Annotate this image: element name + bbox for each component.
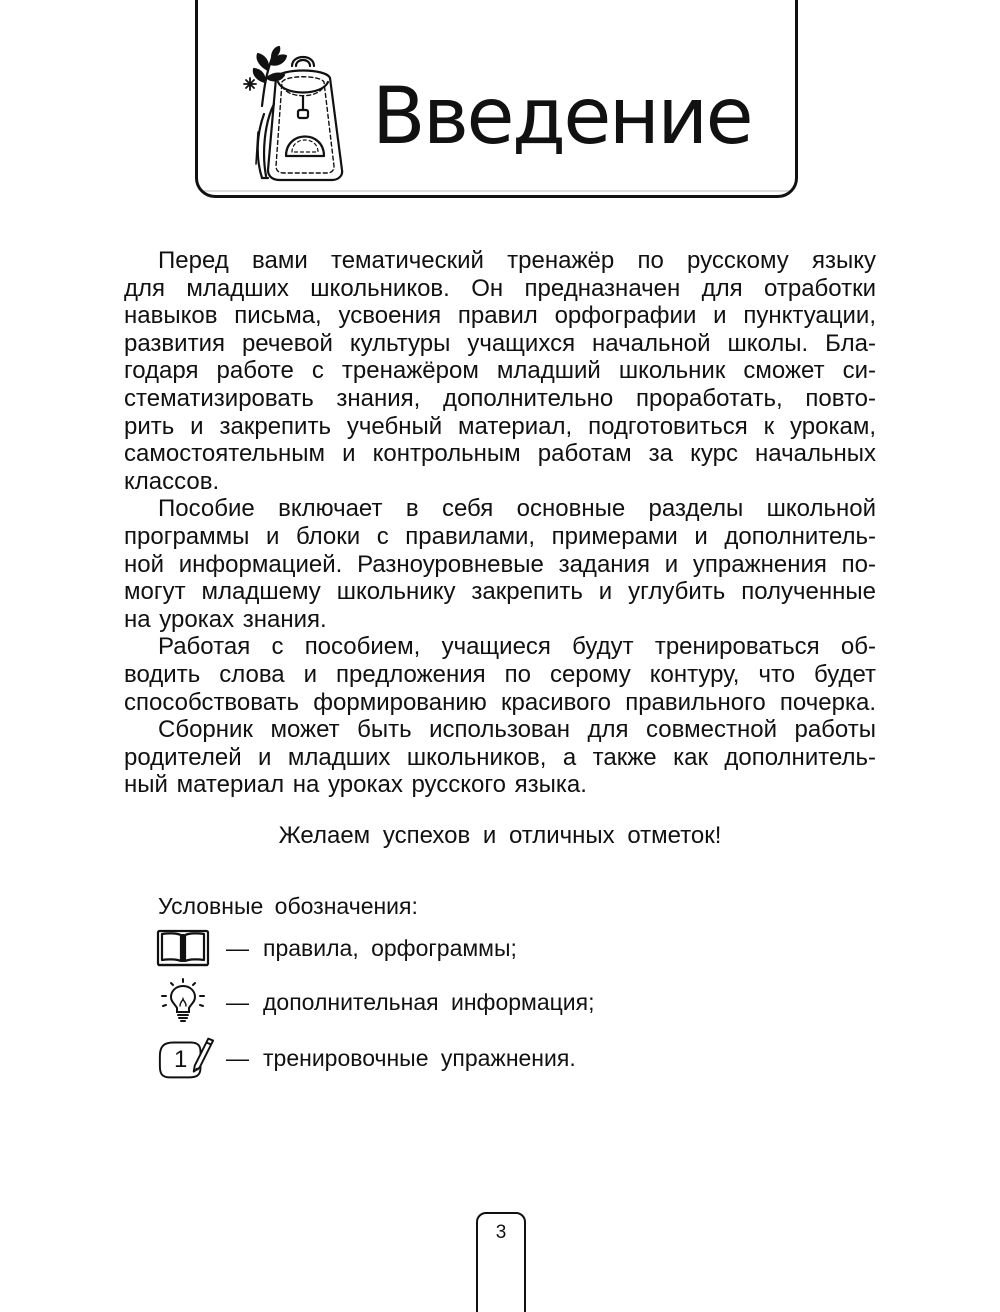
text-line: программы и блоки с правилами, примерами и дополнитель-	[124, 522, 876, 550]
text-line: для младших школьников. Он предназначен для отработки	[124, 274, 876, 302]
text-line: Перед вами тематический тренажёр по русскому языку	[158, 247, 876, 274]
text-line: родителей и младших школьников, а также как дополнитель-	[124, 743, 876, 771]
backpack-icon	[234, 44, 354, 184]
text-line: водить слова и предложения по серому контуру, что будет	[124, 660, 876, 688]
legend-label: дополнительная информация;	[263, 988, 595, 1015]
legend-dash: —	[226, 988, 249, 1015]
text-line: Сборник может быть использован для совместной работы	[158, 716, 876, 744]
text-line: могут младшему школьнику закрепить и углубить полученные	[124, 578, 876, 606]
legend-dash: —	[226, 1044, 249, 1071]
text-line: на уроках знания.	[124, 605, 327, 633]
exercise-number: 1	[174, 1046, 188, 1073]
text-line: ный материал на уроках русского языка.	[124, 771, 587, 799]
text-line: ной информацией. Разноуровневые задания и упражнения по-	[124, 550, 876, 578]
text-line: способствовать формированию красивого правильного почерка.	[124, 688, 876, 716]
text-line: развития речевой культуры учащихся начальной школы. Бла-	[124, 329, 876, 357]
text-line: классов.	[124, 467, 220, 495]
page-title: Введение	[372, 72, 752, 162]
legend-item-exercises	[156, 1034, 576, 1082]
paragraph-2	[124, 495, 876, 633]
text-line: стематизировать знания, дополнительно проработать, повто-	[124, 384, 876, 412]
legend-label: тренировочные упражнения.	[263, 1044, 576, 1071]
closing-wish: Желаем успехов и отличных отметок!	[278, 822, 722, 849]
paragraph-3	[124, 633, 876, 716]
text-line: Работая с пособием, учащиеся будут тренироваться об-	[158, 633, 876, 661]
light-bulb-icon	[156, 978, 210, 1026]
legend-item-info	[156, 978, 595, 1026]
paragraph-4	[124, 716, 876, 799]
page-number: 3	[495, 1222, 507, 1243]
text-line: рить и закрепить учебный материал, подготовиться к урокам,	[124, 412, 876, 440]
text-line: навыков письма, усвоения правил орфографии и пунктуации,	[124, 302, 876, 330]
text-line: самостоятельным и контрольным работам за курс начальных	[124, 440, 876, 468]
legend-item-rules	[156, 924, 517, 972]
page-number-tab	[476, 1212, 526, 1312]
legend-dash: —	[226, 934, 249, 961]
legend-label: правила, орфограммы;	[263, 934, 517, 961]
legend-title: Условные обозначения:	[158, 893, 418, 919]
text-line: годаря работе с тренажёром младший школьник сможет си-	[124, 357, 876, 385]
text-line: Пособие включает в себя основные разделы школьной	[158, 495, 876, 523]
open-book-icon	[156, 928, 210, 968]
body-text	[124, 247, 876, 799]
paragraph-1	[124, 247, 876, 495]
